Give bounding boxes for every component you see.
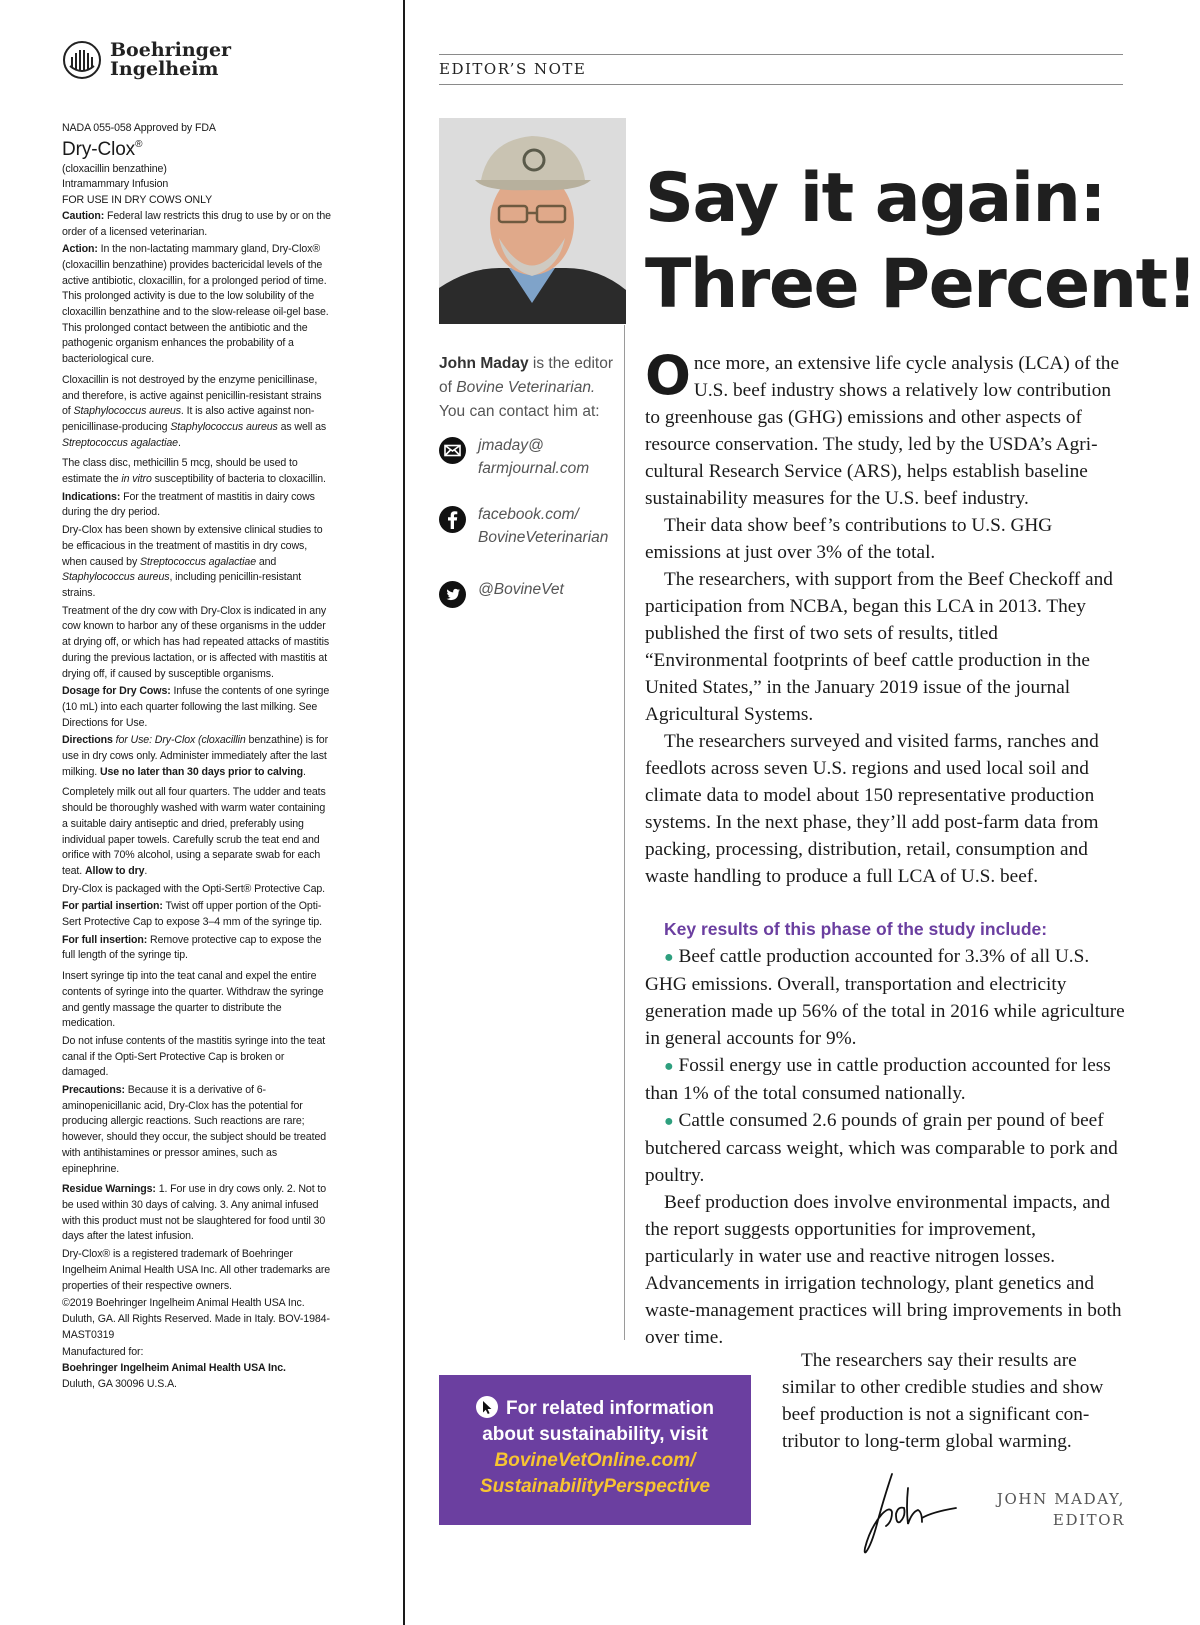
use-line: FOR USE IN DRY COWS ONLY: [62, 194, 213, 207]
company-address: Duluth, GA 30096 U.S.A.: [62, 1377, 177, 1390]
partial-text: Twist off upper portion of the Opti-Sert Protective Cap to expose 3–4 mm of the syringe tip.: [62, 900, 322, 929]
signoff-name: JOHN MADAY,: [996, 1490, 1125, 1508]
related-info-box[interactable]: [439, 1375, 751, 1525]
insert-paragraph: Insert syringe tip into the teat canal and expel the entire contents of syringe into the quarter. Withdraw the syringe and gently massage the quarter to distribute the medication.: [62, 970, 324, 1030]
action-label: Action:: [62, 243, 98, 256]
efficacy-text-2: and: [255, 555, 277, 568]
company-name-text: Boehringer Ingelheim Animal Health USA Inc.: [62, 1362, 286, 1375]
publication-name: Bovine Veterinarian.: [456, 379, 596, 396]
article-paragraph-1: [645, 344, 1125, 512]
indications-label: Indications:: [62, 490, 121, 503]
action-text: In the non-lactating mammary gland, Dry-Clox® (cloxacillin benzathine) provides bactericidal levels of the active antibiotic, cloxacillin, for a prolonged period of time. This prolonged activity is due to the low solubility of the cloxacillin benzathine and to the slow-release oil-gel base. This prolonged contact between the antibiotic and the pathogenic organism enhances the probability of a bacteriological cure.: [62, 243, 329, 366]
article-paragraph-6: The researchers say their results are similar to other credible studies and show beef production is not a significant contributor to long-term global warming.: [782, 1350, 1104, 1452]
key-results-heading: Key results of this phase of the study include:: [664, 919, 1048, 939]
partial-paragraph: [62, 899, 332, 930]
article-paragraph-1-text: nce more, an extensive life cycle analysis (LCA) of the U.S. beef industry shows a relatively low contribution to greenhouse gas (GHG) emissions and other aspects of resource conservation. The study, led by the USDA’s Agricultural Research Service (ARS), helps establish baseline sustainability measures for the U.S. beef industry.: [645, 353, 1119, 509]
bullet-text: Beef cattle production accounted for 3.3% of all U.S. GHG emissions. Overall, transportation and electricity generation made up 56% of the total in 2016 while agriculture in general accounts for 9%.: [645, 946, 1125, 1049]
headline-line-2: Three Percent!: [645, 245, 1197, 324]
facebook-icon: [439, 506, 466, 533]
headline-line-1: Say it again:: [645, 159, 1106, 238]
precautions-text: Because it is a derivative of 6-aminopenicillanic acid, Dry-Clox has the potential for producing allergic reactions. Such reactions are rare; however, should they occur, the subject should be treated with antihistamines or pressor amines, such as epinephrine.: [62, 1084, 327, 1175]
twitter-handle[interactable]: @BovineVet: [478, 581, 564, 598]
residue-paragraph: [62, 1182, 332, 1245]
editor-portrait-icon: [439, 118, 626, 324]
milk-text-2: .: [144, 864, 148, 877]
milk-paragraph: [62, 785, 332, 879]
cloxacillin-paragraph: [62, 373, 332, 452]
full-text: Remove protective cap to expose the full length of the syringe tip.: [62, 933, 322, 962]
cloxacillin-text-2: . It is also active against non-penicillinase-producing: [62, 405, 315, 433]
directions-text-2: .: [302, 765, 306, 778]
milk-text-1: Completely milk out all four quarters. The udder and teats should be thoroughly washed with warm water containing a suitable dairy antiseptic and dried, preferably using individual paper towels. Carefully scrub the teat end and orifice with 70% alcohol, using a separate swab for each teat.: [62, 786, 326, 877]
promo-link-2[interactable]: SustainabilityPerspective: [479, 1476, 711, 1497]
treatment-paragraph: Treatment of the dry cow with Dry-Clox is indicated in any cow known to harbor any of these organisms in the udder at drying off, or which has had repeated attacks of mastitis during the previous lactation, or is affected with mastitis at drying off, if caused by susceptible organisms.: [62, 604, 330, 680]
bio-text-2: You can contact him at:: [439, 403, 600, 420]
drug-label-text: [62, 121, 332, 1392]
bullet-item: [645, 1107, 1125, 1189]
action-paragraph: [62, 242, 332, 368]
headline: [645, 156, 1197, 328]
efficacy-text-1: Dry-Clox has been shown by extensive clinical studies to be efficacious in the treatment of mastitis in dry cows, when caused by: [62, 524, 323, 568]
boehringer-logo: [62, 40, 403, 80]
bullet-item: [645, 1052, 1125, 1107]
signoff-title: EDITOR: [1052, 1511, 1125, 1529]
product-name: [62, 138, 332, 162]
facebook-line-2[interactable]: BovineVeterinarian: [478, 529, 609, 546]
indications-text: For the treatment of mastitis in dairy cows during the dry period.: [62, 490, 315, 519]
directions-text-1: benzathine) is for use in dry cows only. Administer immediately after the last milking.: [62, 734, 329, 778]
promo-line-1-text: For related information: [506, 1398, 714, 1419]
manufactured-for: Manufactured for:: [62, 1346, 144, 1359]
article-paragraph-2: Their data show beef’s contributions to U.S. GHG emissions at just over 3% of the total.: [645, 515, 1053, 563]
directions-bold: Use no later than 30 days prior to calving: [99, 765, 303, 778]
drop-cap: O: [645, 344, 691, 407]
company-name: [62, 1361, 332, 1377]
donot-paragraph: Do not infuse contents of the mastitis syringe into the teat canal if the Opti-Sert Protective Cap is broken or damaged.: [62, 1034, 326, 1079]
cloxacillin-text-1: Cloxacillin is not destroyed by the enzyme penicillinase, and therefore, is active against penicillin-resistant strains of: [62, 373, 322, 418]
bio-text-1: is the editor of: [439, 355, 614, 396]
dosage-label: Dosage for Dry Cows:: [62, 685, 171, 698]
copyright-paragraph: ©2019 Boehringer Ingelheim Animal Health USA Inc. Duluth, GA. All Rights Reserved. Made in Italy. BOV-1984-MAST0319: [62, 1297, 330, 1341]
bullet-dot-icon: ●: [664, 1113, 674, 1130]
full-paragraph: [62, 933, 332, 964]
logo-line-2: Ingelheim: [110, 58, 219, 80]
cursor-icon: [476, 1396, 498, 1418]
bullet-text: Cattle consumed 2.6 pounds of grain per pound of beef butchered carcass weight, which was comparable to pork and poultry.: [645, 1110, 1118, 1186]
envelope-icon: [439, 437, 466, 464]
email-line-2[interactable]: farmjournal.com: [478, 460, 590, 477]
facebook-line-1[interactable]: facebook.com/: [478, 506, 579, 523]
caution-label: Caution:: [62, 209, 105, 222]
trademark-paragraph: Dry-Clox® is a registered trademark of Boehringer Ingelheim Animal Health USA Inc. All other trademarks are properties of their respective owners.: [62, 1248, 331, 1292]
cloxacillin-staph: Staphylococcus aureus: [73, 405, 181, 418]
editor-photo: [439, 118, 626, 324]
disc-text-1: The class disc, methicillin 5 mcg, should be used to estimate the: [62, 457, 298, 486]
milk-bold: Allow to dry: [84, 864, 145, 877]
efficacy-text-3: , including penicillin-resistant strains.: [62, 571, 302, 599]
editor-bio: [439, 352, 619, 424]
dosage-text: Infuse the contents of one syringe (10 mL) into each quarter following the last milking. See Directions for Use.: [62, 685, 330, 729]
registered-mark: ®: [135, 138, 143, 150]
residue-label: Residue Warnings:: [62, 1183, 156, 1196]
editor-signature: [862, 1468, 958, 1556]
route-line: Intramammary Infusion: [62, 178, 169, 191]
directions-paragraph: [62, 733, 332, 780]
twitter-icon: [439, 581, 466, 608]
bullet-item: [645, 943, 1125, 1052]
packaged-paragraph: Dry-Clox is packaged with the Opti-Sert® Protective Cap.: [62, 882, 326, 895]
bullet-text: Fossil energy use in cattle production accounted for less than 1% of the total consumed nationally.: [645, 1055, 1111, 1104]
caution-paragraph: [62, 209, 332, 240]
efficacy-strep: Streptococcus agalactiae: [140, 555, 256, 568]
contact-twitter[interactable]: [439, 578, 564, 608]
section-label: EDITOR’S NOTE: [439, 54, 1123, 85]
promo-link-1[interactable]: BovineVetOnline.com/: [494, 1450, 696, 1471]
precautions-paragraph: [62, 1083, 332, 1177]
promo-line-2: about sustainability, visit: [482, 1424, 708, 1445]
cloxacillin-text-4: .: [177, 436, 181, 449]
directions-label: Directions: [62, 734, 113, 747]
article-paragraph-5: Beef production does involve environmental impacts, and the report suggests opportunities for improvement, particularly in water use and reactive nitrogen losses. Advancements in irrigation technology, plant genetics and waste-management practices will bring improvements in both over time.: [645, 1192, 1122, 1348]
article-body: [645, 344, 1125, 1351]
disc-text-2: susceptibility of bacteria to cloxacillin.: [151, 473, 326, 486]
nada-approval: NADA 055-058 Approved by FDA: [62, 122, 216, 134]
dosage-paragraph: [62, 684, 332, 731]
precautions-label: Precautions:: [62, 1084, 125, 1097]
generic-name: (cloxacillin benzathine): [62, 162, 167, 175]
article-paragraph-4: The researchers surveyed and visited farms, ranches and feedlots across seven U.S. regions and used local soil and climate data to model about 150 representative production systems. In the next phase, they’ll add post-farm data from packing, processing, distribution, retail, consumption and waste handling to produce a full LCA of U.S. beef.: [645, 731, 1099, 887]
promo-line-1: [439, 1396, 751, 1422]
full-label: For full insertion:: [62, 933, 148, 946]
cloxacillin-staph-2: Staphylococcus aureus: [170, 420, 278, 433]
caution-text: Federal law restricts this drug to use by or on the order of a licensed veterinarian.: [62, 209, 331, 238]
product-name-text: Dry-Clox: [62, 138, 136, 160]
efficacy-paragraph: [62, 523, 332, 602]
directions-italic: for Use: Dry-Clox (cloxacillin: [112, 734, 246, 747]
article-paragraph-3: The researchers, with support from the Beef Checkoff and participation from NCBA, began this LCA in 2013. They published the first of two sets of results, titled “Environmental footprints of beef cattle production in the United States,” in the January 2019 issue of the journal Agricultural Systems.: [645, 569, 1113, 725]
disc-paragraph: [62, 456, 332, 487]
bullet-dot-icon: ●: [664, 1058, 674, 1075]
indications-paragraph: [62, 490, 332, 521]
cloxacillin-text-3: as well as: [277, 420, 327, 433]
contact-facebook[interactable]: [439, 503, 608, 549]
editor-signoff: [980, 1489, 1125, 1531]
efficacy-staph: Staphylococcus aureus: [62, 571, 170, 584]
residue-text: 1. For use in dry cows only. 2. Not to be used within 30 days of calving. 3. Any animal infused with this product must not be slaughtered for food until 30 days after the latest infusion.: [62, 1183, 327, 1243]
logo-line-1: Boehringer: [110, 39, 232, 61]
contact-email[interactable]: [439, 434, 589, 480]
cloxacillin-strep: Streptococcus agalactiae: [62, 436, 178, 449]
editor-name: John Maday: [439, 355, 529, 372]
boehringer-logo-icon: [62, 40, 102, 80]
bullet-dot-icon: ●: [664, 949, 674, 966]
email-line-1[interactable]: jmaday@: [478, 437, 544, 454]
partial-label: For partial insertion:: [62, 900, 163, 913]
disc-in-vitro: in vitro: [121, 473, 152, 486]
sidebar-divider: [624, 325, 625, 1340]
